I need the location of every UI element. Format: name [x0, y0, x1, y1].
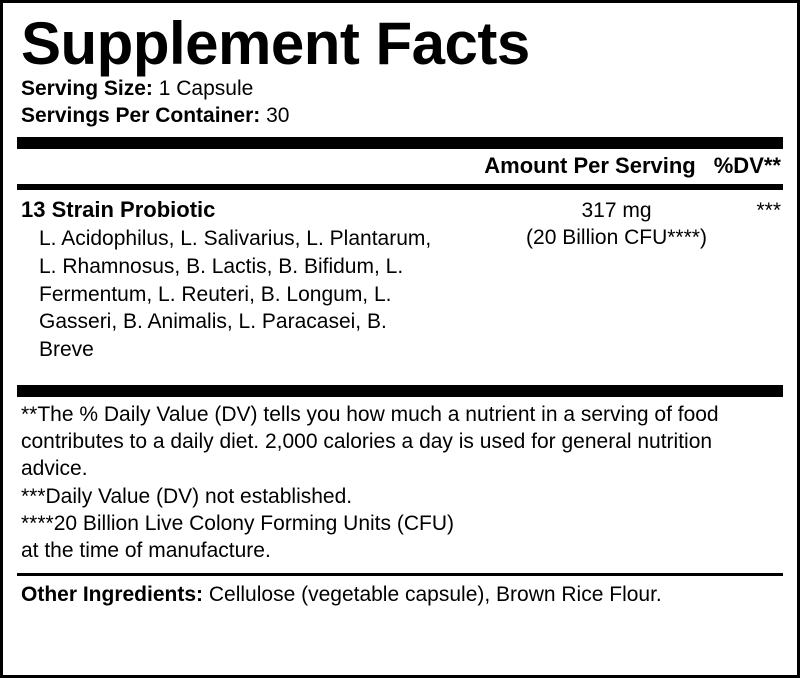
nutrient-name-block	[21, 197, 514, 364]
column-headers	[17, 149, 783, 184]
nutrient-daily-value: ***	[756, 198, 781, 222]
serving-size-row	[21, 76, 783, 103]
nutrient-row	[17, 190, 783, 364]
divider-thick-top	[17, 137, 783, 149]
divider-thick-bottom	[17, 385, 783, 397]
nutrient-amount: 317 mg	[581, 198, 652, 222]
footnotes	[17, 397, 783, 565]
other-ingredients-label: Other Ingredients:	[21, 582, 204, 606]
nutrient-detail: L. Acidophilus, L. Salivarius, L. Plantarum, L. Rhamnosus, B. Lactis, B. Bifidum, L. Fermentum, L. Reuteri, B. Longum, L. Gasseri, B. Animalis, L. Paracasei, B. Breve	[39, 227, 432, 362]
amount-per-serving-header: Amount Per Serving	[484, 152, 696, 178]
servings-per-container-row	[21, 103, 783, 130]
spacer	[17, 364, 783, 378]
footnote-dv-not-established: ***Daily Value (DV) not established.	[21, 484, 353, 508]
other-ingredients-value: Cellulose (vegetable capsule), Brown Rice Flour.	[208, 582, 662, 606]
serving-size-value: 1 Capsule	[158, 77, 254, 101]
footnote-cfu: ****20 Billion Live Colony Forming Units (CFU)	[21, 512, 454, 536]
footnote-dv-explanation: **The % Daily Value (DV) tells you how much a nutrient in a serving of food contributes to a daily diet. 2,000 calories a day is used for general nutrition advice.	[21, 402, 719, 481]
nutrient-amount-block	[514, 197, 719, 252]
nutrient-amount-secondary: (20 Billion CFU****)	[526, 225, 707, 249]
servings-per-container-label: Servings Per Container:	[21, 104, 261, 128]
servings-per-container-value: 30	[266, 104, 290, 128]
page-title: Supplement Facts	[21, 10, 530, 77]
serving-size-label: Serving Size:	[21, 77, 153, 101]
daily-value-header: %DV**	[713, 152, 781, 178]
other-ingredients-row	[17, 576, 783, 608]
nutrient-name: 13 Strain Probiotic	[21, 196, 216, 222]
footnote-cfu-continued: at the time of manufacture.	[21, 539, 271, 563]
